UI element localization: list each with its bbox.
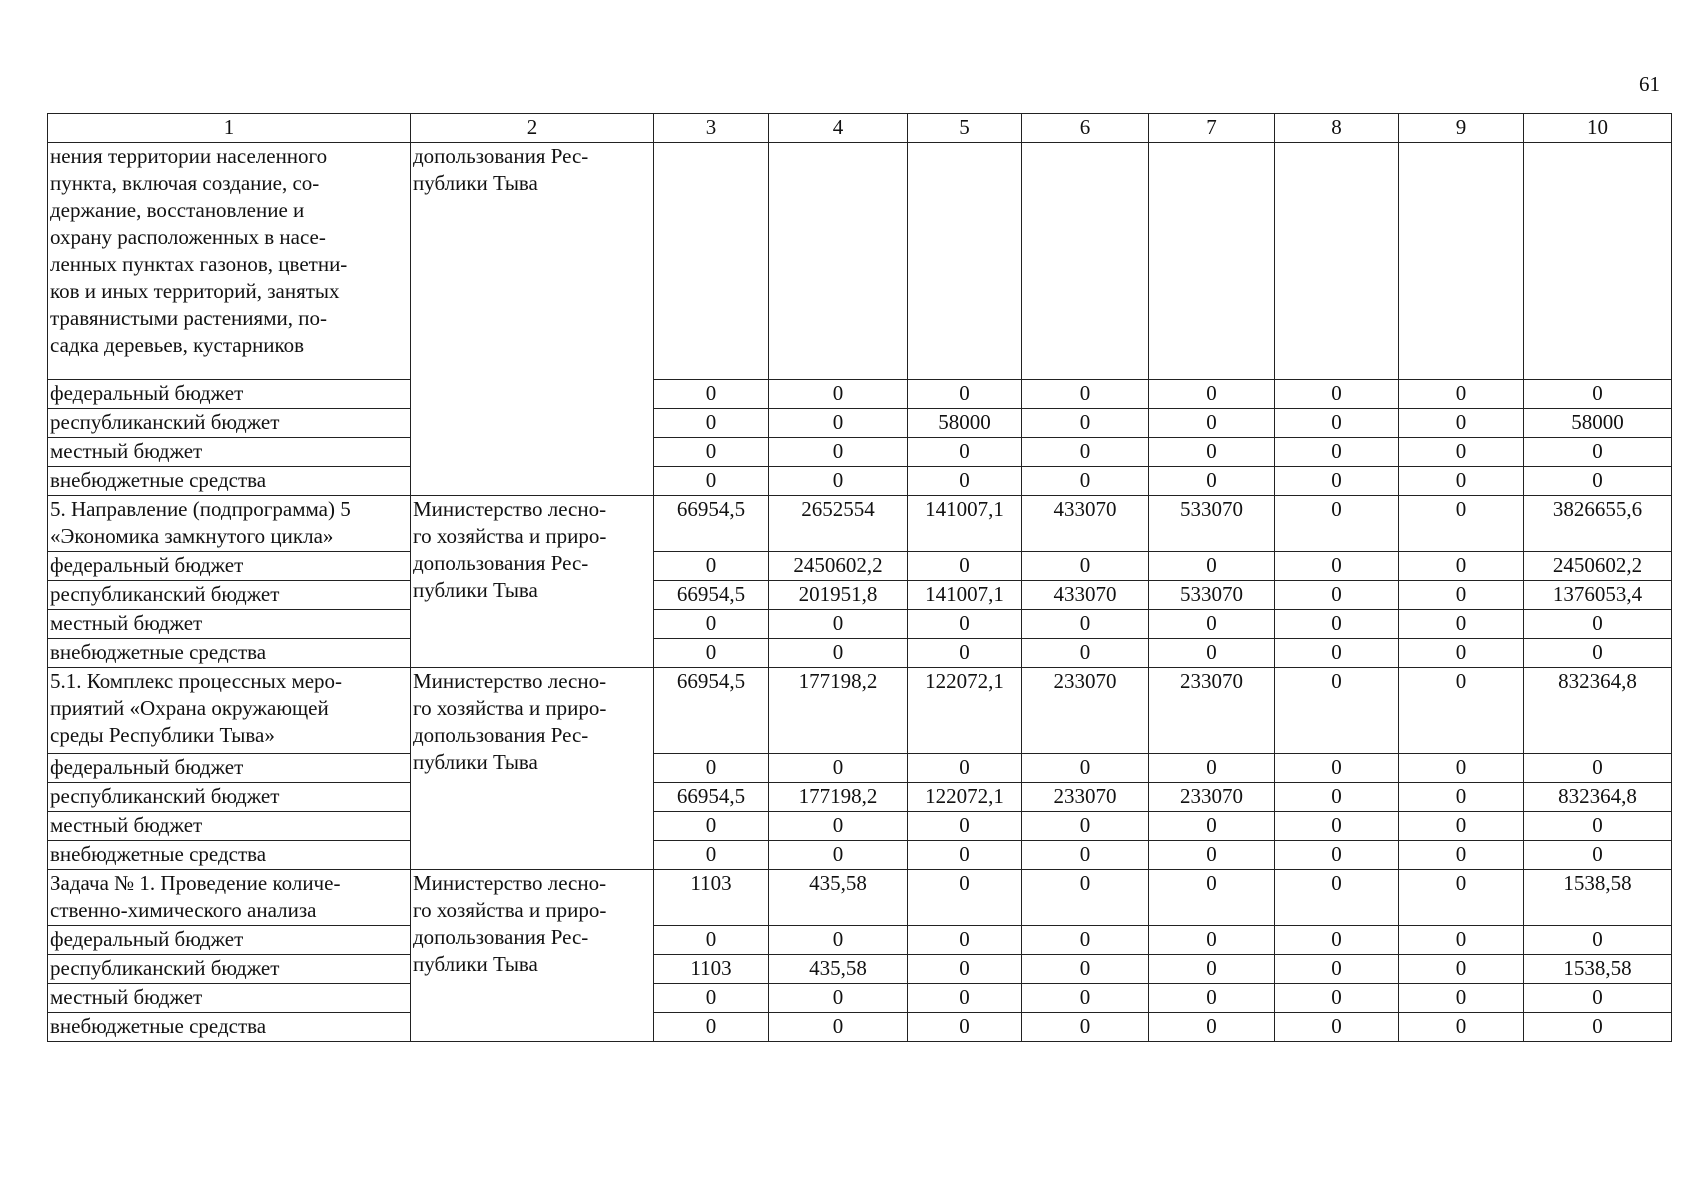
amount-cell: 177198,2 bbox=[769, 668, 908, 754]
budget-source-row bbox=[48, 409, 1672, 438]
amount-cell: 435,58 bbox=[769, 955, 908, 984]
amount-cell: 0 bbox=[1149, 984, 1275, 1013]
budget-source-row bbox=[48, 610, 1672, 639]
amount-cell: 233070 bbox=[1022, 668, 1149, 754]
amount-cell: 0 bbox=[908, 984, 1022, 1013]
amount-cell: 0 bbox=[908, 841, 1022, 870]
amount-cell: 0 bbox=[769, 812, 908, 841]
amount-cell: 0 bbox=[908, 926, 1022, 955]
budget-source-row bbox=[48, 1013, 1672, 1042]
amount-cell bbox=[1275, 143, 1399, 380]
amount-cell: 58000 bbox=[908, 409, 1022, 438]
column-header: 3 bbox=[654, 114, 769, 143]
amount-cell: 0 bbox=[769, 984, 908, 1013]
amount-cell: 0 bbox=[1149, 610, 1275, 639]
budget-source-label: внебюджетные средства bbox=[48, 841, 411, 870]
amount-cell: 0 bbox=[769, 926, 908, 955]
amount-cell bbox=[1399, 143, 1524, 380]
budget-source-label: местный бюджет bbox=[48, 984, 411, 1013]
amount-cell: 0 bbox=[1524, 812, 1672, 841]
amount-cell: 0 bbox=[769, 467, 908, 496]
amount-cell: 0 bbox=[1022, 467, 1149, 496]
amount-cell: 0 bbox=[1399, 955, 1524, 984]
amount-cell: 0 bbox=[769, 438, 908, 467]
amount-cell: 0 bbox=[1022, 380, 1149, 409]
amount-cell: 66954,5 bbox=[654, 783, 769, 812]
amount-cell: 0 bbox=[654, 841, 769, 870]
amount-cell: 0 bbox=[1022, 610, 1149, 639]
amount-cell: 0 bbox=[1275, 1013, 1399, 1042]
amount-cell: 0 bbox=[1399, 467, 1524, 496]
amount-cell: 0 bbox=[654, 409, 769, 438]
budget-source-label: республиканский бюджет bbox=[48, 955, 411, 984]
amount-cell: 0 bbox=[908, 639, 1022, 668]
amount-cell bbox=[908, 143, 1022, 380]
budget-source-label: местный бюджет bbox=[48, 438, 411, 467]
amount-cell: 0 bbox=[1022, 812, 1149, 841]
amount-cell: 0 bbox=[1022, 552, 1149, 581]
amount-cell: 1376053,4 bbox=[1524, 581, 1672, 610]
amount-cell: 0 bbox=[1399, 496, 1524, 552]
amount-cell: 0 bbox=[1399, 841, 1524, 870]
amount-cell: 0 bbox=[1275, 581, 1399, 610]
budget-source-label: федеральный бюджет bbox=[48, 754, 411, 783]
budget-source-label: республиканский бюджет bbox=[48, 409, 411, 438]
budget-source-label: республиканский бюджет bbox=[48, 581, 411, 610]
amount-cell bbox=[1022, 143, 1149, 380]
section-title: 5.1. Комплекс процессных меро- приятий «Охрана окружающей среды Республики Тыва» bbox=[48, 668, 411, 754]
budget-source-row bbox=[48, 581, 1672, 610]
amount-cell: 0 bbox=[1399, 812, 1524, 841]
amount-cell: 233070 bbox=[1022, 783, 1149, 812]
amount-cell: 0 bbox=[1022, 841, 1149, 870]
amount-cell: 0 bbox=[1524, 639, 1672, 668]
amount-cell: 0 bbox=[1022, 409, 1149, 438]
amount-cell: 0 bbox=[1399, 438, 1524, 467]
amount-cell: 0 bbox=[908, 955, 1022, 984]
budget-source-row bbox=[48, 926, 1672, 955]
amount-cell: 0 bbox=[908, 870, 1022, 926]
header-row bbox=[48, 114, 1672, 143]
section-title-row bbox=[48, 668, 1672, 754]
amount-cell bbox=[769, 143, 908, 380]
budget-source-row bbox=[48, 639, 1672, 668]
amount-cell: 122072,1 bbox=[908, 668, 1022, 754]
column-header: 7 bbox=[1149, 114, 1275, 143]
amount-cell: 0 bbox=[1399, 783, 1524, 812]
amount-cell: 0 bbox=[769, 1013, 908, 1042]
amount-cell: 1103 bbox=[654, 870, 769, 926]
budget-source-label: внебюджетные средства bbox=[48, 467, 411, 496]
amount-cell: 0 bbox=[1149, 754, 1275, 783]
amount-cell: 177198,2 bbox=[769, 783, 908, 812]
amount-cell: 0 bbox=[1275, 754, 1399, 783]
amount-cell: 0 bbox=[1399, 610, 1524, 639]
amount-cell: 66954,5 bbox=[654, 581, 769, 610]
column-header: 8 bbox=[1275, 114, 1399, 143]
amount-cell: 0 bbox=[769, 639, 908, 668]
amount-cell: 832364,8 bbox=[1524, 783, 1672, 812]
amount-cell: 0 bbox=[769, 754, 908, 783]
amount-cell: 0 bbox=[908, 552, 1022, 581]
amount-cell: 0 bbox=[1275, 409, 1399, 438]
budget-source-row bbox=[48, 552, 1672, 581]
budget-source-row bbox=[48, 467, 1672, 496]
amount-cell: 0 bbox=[1149, 926, 1275, 955]
amount-cell: 0 bbox=[1524, 926, 1672, 955]
amount-cell: 0 bbox=[1275, 870, 1399, 926]
budget-source-row bbox=[48, 754, 1672, 783]
amount-cell: 0 bbox=[1275, 610, 1399, 639]
section-title: 5. Направление (подпрограмма) 5 «Экономика замкнутого цикла» bbox=[48, 496, 411, 552]
budget-source-row bbox=[48, 812, 1672, 841]
section-title: Задача № 1. Проведение количе- ственно-химического анализа bbox=[48, 870, 411, 926]
amount-cell: 0 bbox=[1399, 1013, 1524, 1042]
amount-cell: 0 bbox=[769, 380, 908, 409]
amount-cell: 3826655,6 bbox=[1524, 496, 1672, 552]
amount-cell: 0 bbox=[1275, 639, 1399, 668]
budget-source-label: местный бюджет bbox=[48, 610, 411, 639]
amount-cell: 0 bbox=[1149, 438, 1275, 467]
budget-source-label: федеральный бюджет bbox=[48, 926, 411, 955]
amount-cell: 0 bbox=[1022, 926, 1149, 955]
amount-cell: 0 bbox=[1275, 926, 1399, 955]
amount-cell: 0 bbox=[1149, 1013, 1275, 1042]
amount-cell: 0 bbox=[1524, 380, 1672, 409]
amount-cell bbox=[654, 143, 769, 380]
amount-cell: 0 bbox=[1022, 438, 1149, 467]
amount-cell: 533070 bbox=[1149, 496, 1275, 552]
amount-cell: 433070 bbox=[1022, 581, 1149, 610]
amount-cell: 0 bbox=[1275, 812, 1399, 841]
responsible-executor: Министерство лесно- го хозяйства и приро- допользования Рес- публики Тыва bbox=[411, 870, 654, 1042]
responsible-executor: Министерство лесно- го хозяйства и приро- допользования Рес- публики Тыва bbox=[411, 496, 654, 668]
budget-source-label: внебюджетные средства bbox=[48, 639, 411, 668]
amount-cell: 0 bbox=[1149, 380, 1275, 409]
amount-cell: 0 bbox=[1149, 552, 1275, 581]
amount-cell: 2450602,2 bbox=[1524, 552, 1672, 581]
amount-cell: 832364,8 bbox=[1524, 668, 1672, 754]
budget-table bbox=[47, 113, 1672, 1042]
amount-cell: 0 bbox=[1149, 870, 1275, 926]
amount-cell: 0 bbox=[1022, 870, 1149, 926]
budget-source-row bbox=[48, 955, 1672, 984]
amount-cell: 0 bbox=[908, 380, 1022, 409]
amount-cell: 0 bbox=[1149, 639, 1275, 668]
amount-cell: 0 bbox=[1524, 984, 1672, 1013]
amount-cell: 0 bbox=[654, 467, 769, 496]
amount-cell: 0 bbox=[654, 639, 769, 668]
amount-cell: 0 bbox=[1399, 668, 1524, 754]
budget-source-row bbox=[48, 841, 1672, 870]
amount-cell: 0 bbox=[1275, 496, 1399, 552]
amount-cell: 0 bbox=[1275, 955, 1399, 984]
budget-source-row bbox=[48, 438, 1672, 467]
amount-cell: 58000 bbox=[1524, 409, 1672, 438]
amount-cell: 233070 bbox=[1149, 668, 1275, 754]
amount-cell bbox=[1149, 143, 1275, 380]
budget-source-label: федеральный бюджет bbox=[48, 380, 411, 409]
amount-cell: 0 bbox=[769, 610, 908, 639]
column-header: 5 bbox=[908, 114, 1022, 143]
amount-cell: 435,58 bbox=[769, 870, 908, 926]
amount-cell: 0 bbox=[654, 1013, 769, 1042]
section-title: нения территории населенного пункта, включая создание, со- держание, восстановление и охрану расположенных в насе- ленных пунктах газонов, цветни- ков и иных территорий, занятых травянистыми растениями, по- садка деревьев, кустарников bbox=[48, 143, 411, 380]
amount-cell: 0 bbox=[1524, 610, 1672, 639]
amount-cell: 1538,58 bbox=[1524, 870, 1672, 926]
amount-cell: 0 bbox=[1399, 926, 1524, 955]
budget-source-label: местный бюджет bbox=[48, 812, 411, 841]
amount-cell: 0 bbox=[1149, 841, 1275, 870]
amount-cell: 0 bbox=[654, 610, 769, 639]
page-number: 61 bbox=[1639, 72, 1660, 96]
budget-source-row bbox=[48, 783, 1672, 812]
amount-cell: 0 bbox=[654, 380, 769, 409]
budget-source-row bbox=[48, 380, 1672, 409]
budget-source-label: внебюджетные средства bbox=[48, 1013, 411, 1042]
amount-cell: 0 bbox=[1275, 984, 1399, 1013]
budget-source-label: республиканский бюджет bbox=[48, 783, 411, 812]
amount-cell: 0 bbox=[1022, 754, 1149, 783]
amount-cell: 0 bbox=[1275, 552, 1399, 581]
amount-cell: 0 bbox=[1149, 812, 1275, 841]
amount-cell: 0 bbox=[1022, 639, 1149, 668]
amount-cell: 0 bbox=[908, 812, 1022, 841]
column-header: 6 bbox=[1022, 114, 1149, 143]
column-header: 10 bbox=[1524, 114, 1672, 143]
amount-cell: 66954,5 bbox=[654, 496, 769, 552]
amount-cell: 141007,1 bbox=[908, 496, 1022, 552]
amount-cell: 0 bbox=[1399, 409, 1524, 438]
amount-cell: 141007,1 bbox=[908, 581, 1022, 610]
column-header: 9 bbox=[1399, 114, 1524, 143]
amount-cell: 0 bbox=[908, 1013, 1022, 1042]
responsible-executor: допользования Рес- публики Тыва bbox=[411, 143, 654, 496]
amount-cell: 0 bbox=[654, 552, 769, 581]
amount-cell: 0 bbox=[1399, 380, 1524, 409]
amount-cell bbox=[1524, 143, 1672, 380]
budget-source-row bbox=[48, 984, 1672, 1013]
amount-cell: 0 bbox=[1275, 841, 1399, 870]
amount-cell: 0 bbox=[1022, 984, 1149, 1013]
amount-cell: 0 bbox=[1524, 438, 1672, 467]
amount-cell: 1103 bbox=[654, 955, 769, 984]
amount-cell: 0 bbox=[1524, 1013, 1672, 1042]
amount-cell: 0 bbox=[769, 409, 908, 438]
amount-cell: 0 bbox=[908, 610, 1022, 639]
amount-cell: 0 bbox=[654, 438, 769, 467]
amount-cell: 0 bbox=[1022, 955, 1149, 984]
amount-cell: 0 bbox=[1399, 639, 1524, 668]
amount-cell: 0 bbox=[1524, 841, 1672, 870]
amount-cell: 0 bbox=[1149, 467, 1275, 496]
amount-cell: 433070 bbox=[1022, 496, 1149, 552]
column-header: 1 bbox=[48, 114, 411, 143]
amount-cell: 0 bbox=[1275, 467, 1399, 496]
amount-cell: 0 bbox=[1275, 668, 1399, 754]
amount-cell: 2450602,2 bbox=[769, 552, 908, 581]
section-title-row bbox=[48, 143, 1672, 380]
amount-cell: 233070 bbox=[1149, 783, 1275, 812]
responsible-executor: Министерство лесно- го хозяйства и приро- допользования Рес- публики Тыва bbox=[411, 668, 654, 870]
amount-cell: 533070 bbox=[1149, 581, 1275, 610]
budget-source-label: федеральный бюджет bbox=[48, 552, 411, 581]
column-header: 4 bbox=[769, 114, 908, 143]
amount-cell: 0 bbox=[1524, 467, 1672, 496]
amount-cell: 0 bbox=[1275, 783, 1399, 812]
section-title-row bbox=[48, 496, 1672, 552]
amount-cell: 0 bbox=[1149, 955, 1275, 984]
amount-cell: 0 bbox=[1399, 870, 1524, 926]
amount-cell: 122072,1 bbox=[908, 783, 1022, 812]
amount-cell: 0 bbox=[769, 841, 908, 870]
amount-cell: 0 bbox=[654, 754, 769, 783]
amount-cell: 66954,5 bbox=[654, 668, 769, 754]
amount-cell: 0 bbox=[1275, 438, 1399, 467]
column-header: 2 bbox=[411, 114, 654, 143]
amount-cell: 2652554 bbox=[769, 496, 908, 552]
amount-cell: 0 bbox=[1399, 754, 1524, 783]
amount-cell: 0 bbox=[654, 984, 769, 1013]
amount-cell: 0 bbox=[1275, 380, 1399, 409]
amount-cell: 201951,8 bbox=[769, 581, 908, 610]
amount-cell: 0 bbox=[908, 438, 1022, 467]
amount-cell: 0 bbox=[908, 754, 1022, 783]
amount-cell: 0 bbox=[1149, 409, 1275, 438]
amount-cell: 1538,58 bbox=[1524, 955, 1672, 984]
amount-cell: 0 bbox=[1399, 984, 1524, 1013]
amount-cell: 0 bbox=[1399, 552, 1524, 581]
amount-cell: 0 bbox=[1399, 581, 1524, 610]
section-title-row bbox=[48, 870, 1672, 926]
amount-cell: 0 bbox=[1022, 1013, 1149, 1042]
amount-cell: 0 bbox=[654, 926, 769, 955]
amount-cell: 0 bbox=[908, 467, 1022, 496]
budget-table-body bbox=[48, 114, 1672, 1042]
amount-cell: 0 bbox=[654, 812, 769, 841]
amount-cell: 0 bbox=[1524, 754, 1672, 783]
